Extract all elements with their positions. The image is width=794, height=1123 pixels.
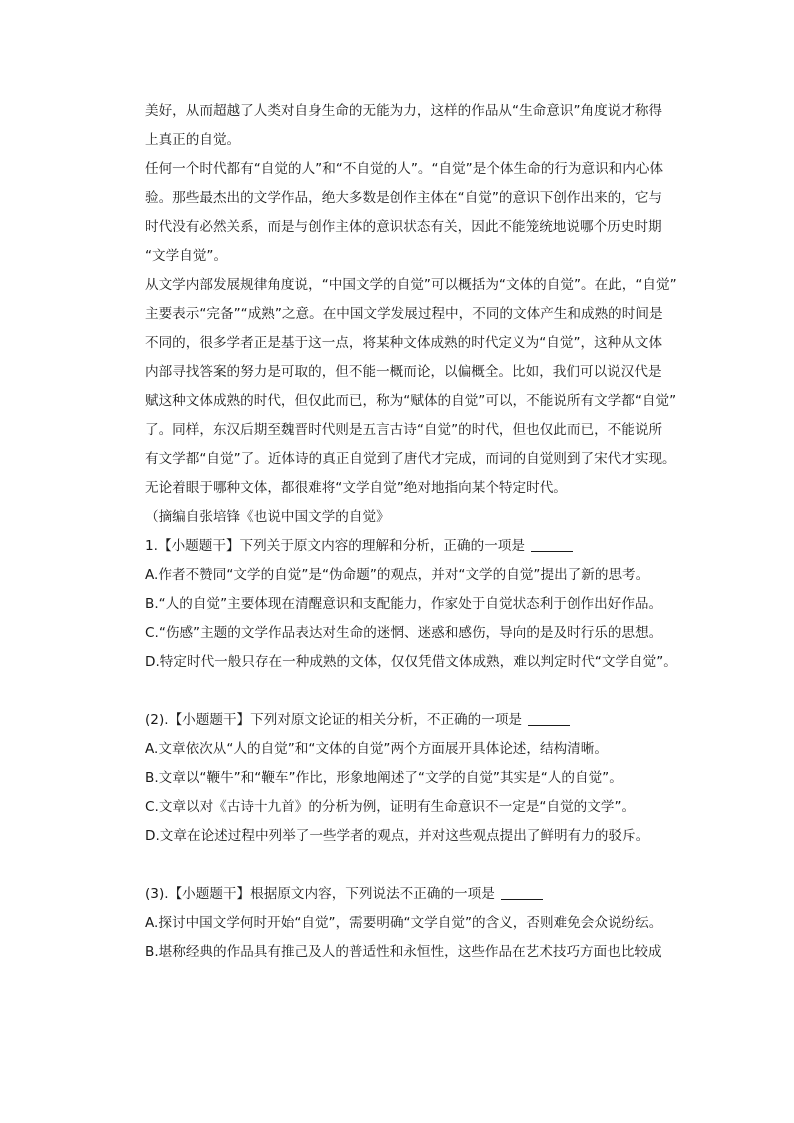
question-2 <box>145 706 685 851</box>
option-a: A.文章依次从“人的自觉”和“文体的自觉”两个方面展开具体论述，结构清晰。 <box>145 741 608 757</box>
passage-line: 不同的，很多学者正是基于这一点，将某种文体成熟的时代定义为“自觉”，这种从文体 <box>145 335 663 351</box>
option-b: B.文章以“鞭牛”和“鞭车”作比，形象地阐述了“文学的自觉”其实是“人的自觉”。 <box>145 770 623 786</box>
option-a: A.作者不赞同“文学的自觉”是“伪命题”的观点，并对“文学的自觉”提出了新的思考。 <box>145 567 650 583</box>
passage-line: 任何一个时代都有“自觉的人”和“不自觉的人”。“自觉”是个体生命的行为意识和内心体 <box>145 161 664 177</box>
answer-blank[interactable] <box>501 884 543 900</box>
option-d: D.特定时代一般只存在一种成熟的文体，仅仅凭借文体成熟，难以判定时代“文学自觉”。 <box>145 654 677 670</box>
passage <box>145 97 685 532</box>
passage-line: 赋这种文体成熟的时代，但仅此而已，称为“赋体的自觉”可以，不能说所有文学都“自觉” <box>145 393 677 409</box>
question-stem: (3).【小题题干】根据原文内容，下列说法不正确的一项是 <box>145 880 685 909</box>
passage-line: “文学自觉”。 <box>145 248 228 264</box>
passage-line: 有文学都“自觉”了。近体诗的真正自觉到了唐代才完成，而词的自觉则到了宋代才实现。 <box>145 451 676 467</box>
option-b: B.“人的自觉”主要体现在清醒意识和支配能力，作家处于自觉状态利于创作出好作品。 <box>145 596 663 612</box>
passage-line: 从文学内部发展规律角度说，“中国文学的自觉”可以概括为“文体的自觉”。在此，“自觉” <box>145 277 677 293</box>
question-stem: (2).【小题题干】下列对原文论证的相关分析，不正确的一项是 <box>145 706 685 735</box>
option-b: B.堪称经典的作品具有推己及人的普适性和永恒性，这些作品在艺术技巧方面也比较成 <box>145 944 662 960</box>
passage-line: 内部寻找答案的努力是可取的，但不能一概而论，以偏概全。比如，我们可以说汉代是 <box>145 364 662 380</box>
document-page <box>145 97 685 967</box>
question-3 <box>145 880 685 967</box>
passage-line: 验。那些最杰出的文学作品，绝大多数是创作主体在“自觉”的意识下创作出来的，它与 <box>145 190 663 206</box>
answer-blank[interactable] <box>531 536 573 552</box>
question-stem: 1.【小题题干】下列关于原文内容的理解和分析，正确的一项是 <box>145 532 685 561</box>
source-citation: （摘编自张培锋《也说中国文学的自觉》 <box>145 509 390 525</box>
passage-line: 上真正的自觉。 <box>145 132 241 148</box>
passage-line: 无论着眼于哪种文体，都很难将“文学自觉”绝对地指向某个特定时代。 <box>145 480 567 496</box>
option-d: D.文章在论述过程中列举了一些学者的观点，并对这些观点提出了鲜明有力的驳斥。 <box>145 828 650 844</box>
passage-line: 主要表示“完备”“成熟”之意。在中国文学发展过程中，不同的文体产生和成熟的时间是 <box>145 306 663 322</box>
option-c: C.“伤感”主题的文学作品表达对生命的迷惘、迷惑和感伤，导向的是及时行乐的思想。 <box>145 625 663 641</box>
spacer <box>145 677 685 706</box>
answer-blank[interactable] <box>528 710 570 726</box>
question-1 <box>145 532 685 677</box>
passage-line: 时代没有必然关系，而是与创作主体的意识状态有关，因此不能笼统地说哪个历史时期 <box>145 219 662 235</box>
passage-line: 美好，从而超越了人类对自身生命的无能为力，这样的作品从“生命意识”角度说才称得 <box>145 103 663 119</box>
option-c: C.文章以对《古诗十九首》的分析为例，证明有生命意识不一定是“自觉的文学”。 <box>145 799 636 815</box>
spacer <box>145 851 685 880</box>
option-a: A.探讨中国文学何时开始“自觉”，需要明确“文学自觉”的含义，否则难免会众说纷纭。 <box>145 915 663 931</box>
passage-line: 了。同样，东汉后期至魏晋时代则是五言古诗“自觉”的时代，但也仅此而已，不能说所 <box>145 422 663 438</box>
